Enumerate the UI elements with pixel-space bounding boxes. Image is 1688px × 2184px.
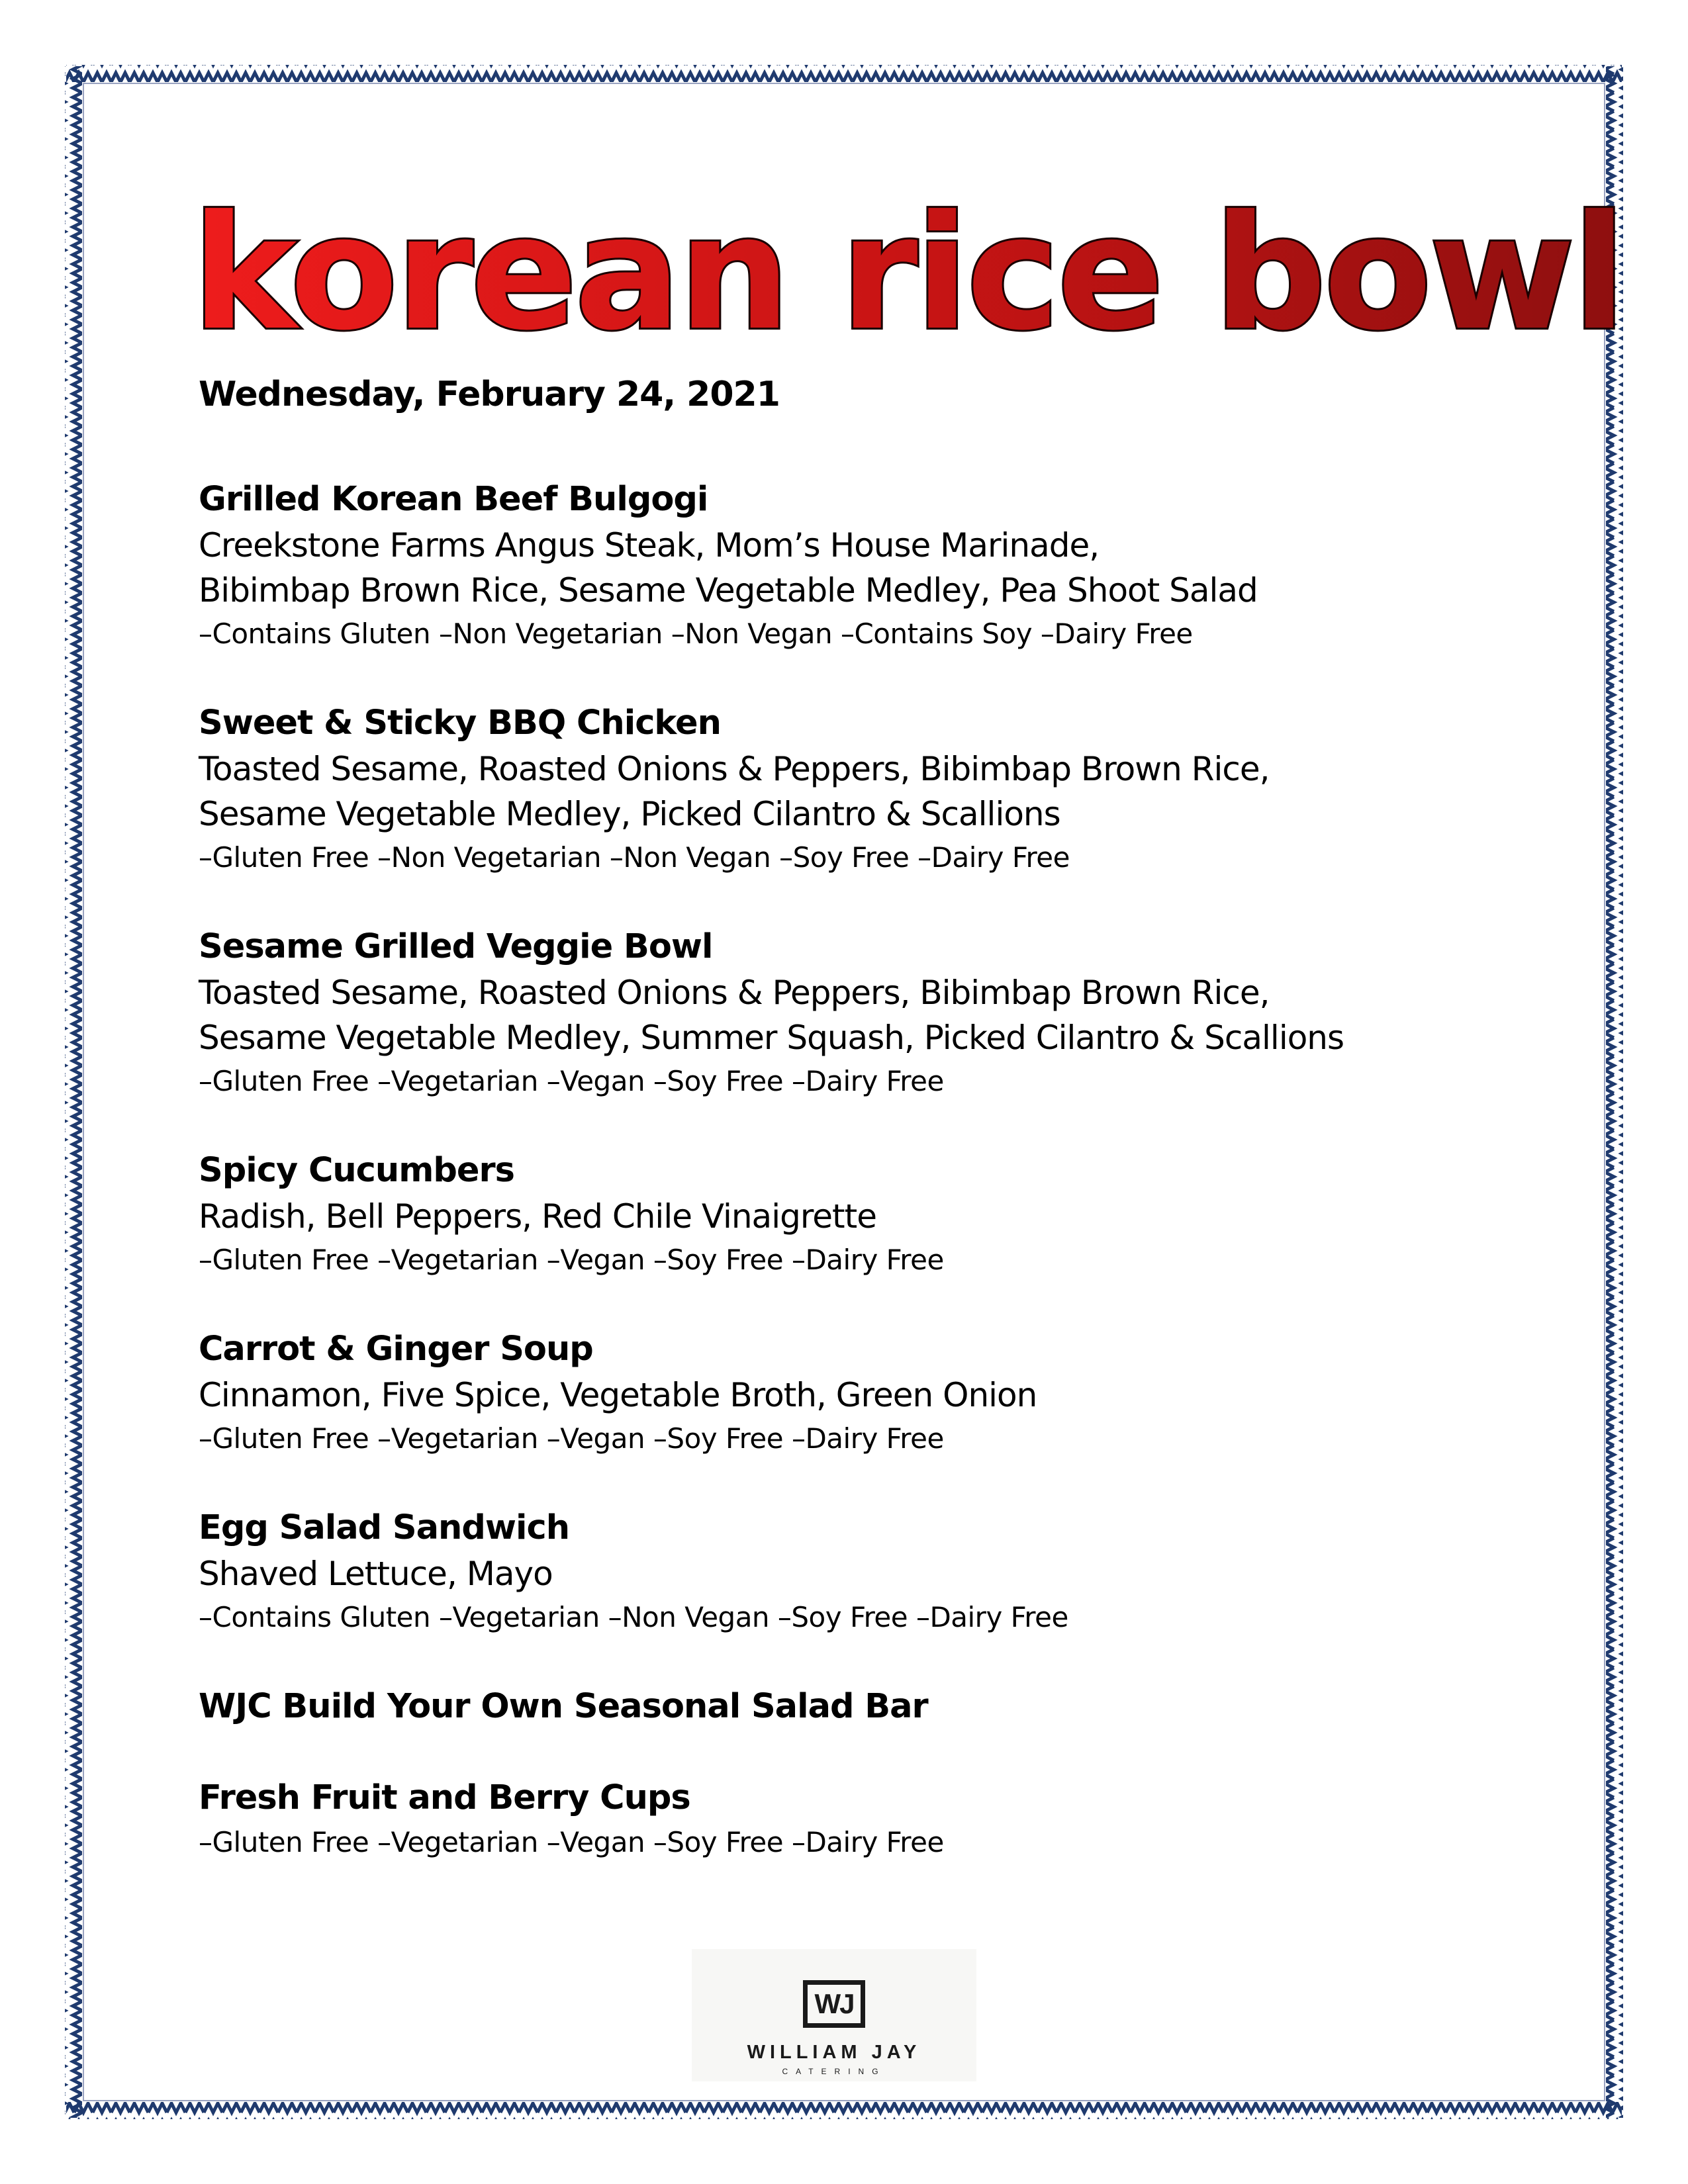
- menu-item: [199, 700, 1523, 879]
- menu-item: [199, 1326, 1523, 1460]
- menu-item-description: Creekstone Farms Angus Steak, Mom’s House Marinade,: [199, 526, 1100, 565]
- menu-item-dietary-tags: –Contains Gluten –Non Vegetarian –Non Vegan –Contains Soy –Dairy Free: [199, 617, 1193, 650]
- menu-item-name: Carrot & Ginger Soup: [199, 1330, 593, 1369]
- logo-subtitle: CATERING: [782, 2067, 886, 2076]
- menu-item-description: Toasted Sesame, Roasted Onions & Peppers, Bibimbap Brown Rice,: [199, 974, 1270, 1012]
- menu-item-dietary-tags: –Contains Gluten –Vegetarian –Non Vegan –Soy Free –Dairy Free: [199, 1601, 1068, 1633]
- menu-list: [199, 477, 1523, 1909]
- menu-item-description: Toasted Sesame, Roasted Onions & Peppers, Bibimbap Brown Rice,: [199, 750, 1270, 788]
- menu-title: [192, 182, 1624, 365]
- menu-item-description: Sesame Vegetable Medley, Summer Squash, Picked Cilantro & Scallions: [199, 1019, 1344, 1057]
- logo-name: WILLIAM JAY: [747, 2042, 921, 2063]
- menu-item: [199, 1775, 1523, 1864]
- menu-item-description: Cinnamon, Five Spice, Vegetable Broth, Green Onion: [199, 1376, 1037, 1414]
- logo-monogram: WJ: [814, 1988, 854, 2019]
- menu-item-name: Fresh Fruit and Berry Cups: [199, 1778, 690, 1817]
- menu-item-description: Shaved Lettuce, Mayo: [199, 1555, 553, 1593]
- menu-item-dietary-tags: –Gluten Free –Vegetarian –Vegan –Soy Free –Dairy Free: [199, 1826, 944, 1858]
- menu-item-description: Sesame Vegetable Medley, Picked Cilantro & Scallions: [199, 795, 1060, 833]
- menu-item-description: Bibimbap Brown Rice, Sesame Vegetable Medley, Pea Shoot Salad: [199, 571, 1258, 610]
- menu-item-name: Grilled Korean Beef Bulgogi: [199, 480, 708, 519]
- menu-date: Wednesday, February 24, 2021: [199, 375, 780, 414]
- menu-item-description: Radish, Bell Peppers, Red Chile Vinaigrette: [199, 1197, 877, 1236]
- menu-item: [199, 477, 1523, 655]
- menu-item-dietary-tags: –Gluten Free –Vegetarian –Vegan –Soy Free –Dairy Free: [199, 1065, 944, 1097]
- menu-item-dietary-tags: –Gluten Free –Vegetarian –Vegan –Soy Free –Dairy Free: [199, 1422, 944, 1455]
- logo-monogram-box: [803, 1980, 865, 2028]
- menu-item-name: Spicy Cucumbers: [199, 1151, 514, 1190]
- menu-item: [199, 924, 1523, 1103]
- menu-title-text: korean rice bowl: [192, 182, 1624, 365]
- menu-item-name: Sweet & Sticky BBQ Chicken: [199, 704, 721, 743]
- menu-item-dietary-tags: –Gluten Free –Vegetarian –Vegan –Soy Free –Dairy Free: [199, 1244, 944, 1276]
- menu-item-dietary-tags: –Gluten Free –Non Vegetarian –Non Vegan –Soy Free –Dairy Free: [199, 841, 1070, 874]
- menu-item: [199, 1148, 1523, 1281]
- william-jay-logo: [692, 1949, 976, 2081]
- menu-item: [199, 1684, 1523, 1730]
- menu-item: [199, 1505, 1523, 1639]
- menu-item-name: Egg Salad Sandwich: [199, 1508, 570, 1547]
- menu-item-name: WJC Build Your Own Seasonal Salad Bar: [199, 1687, 928, 1726]
- menu-item-name: Sesame Grilled Veggie Bowl: [199, 927, 713, 966]
